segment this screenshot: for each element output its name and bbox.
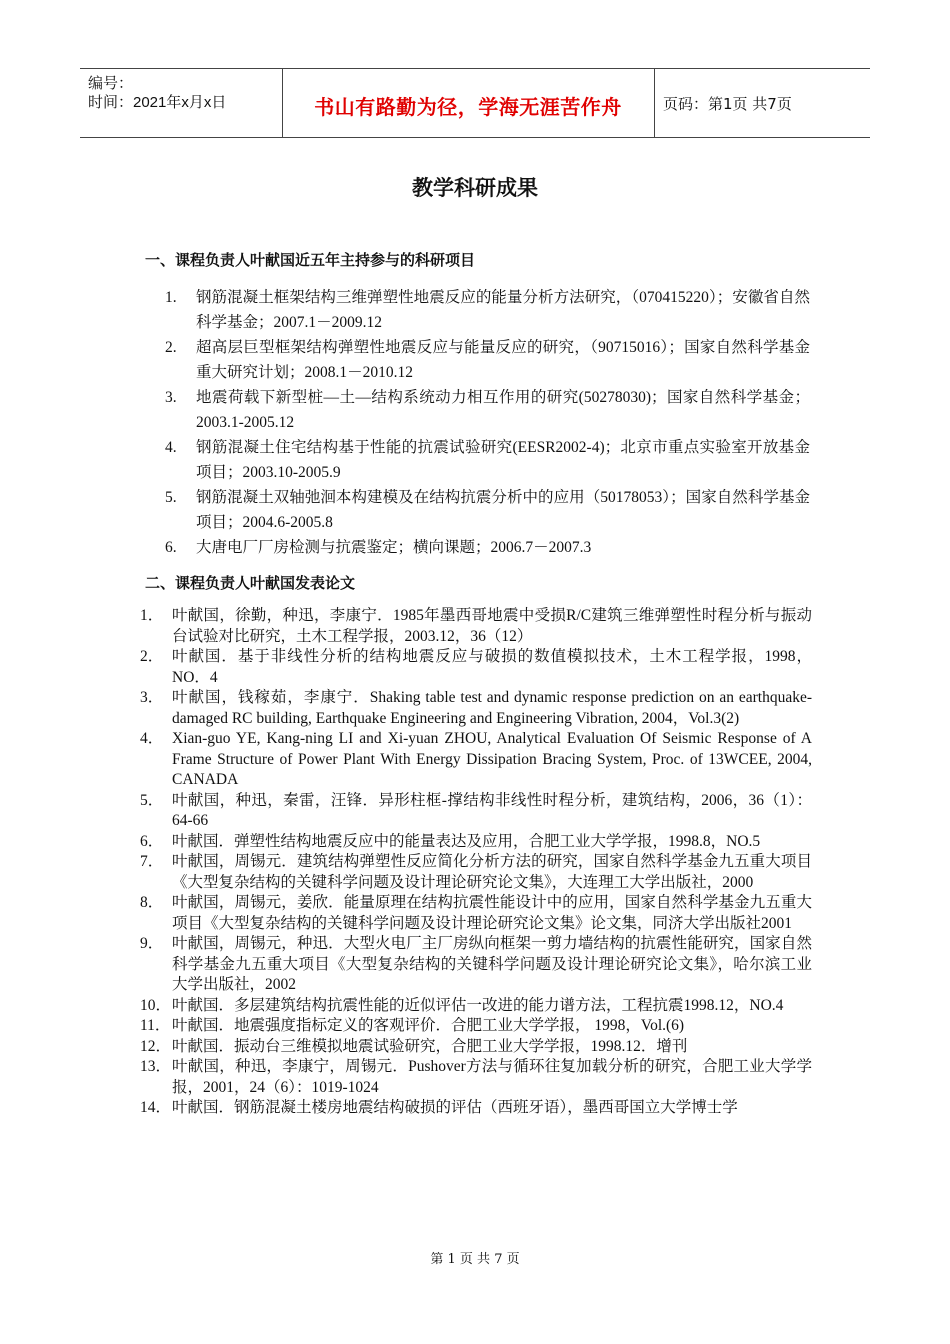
item-number: 12．: [140, 1037, 172, 1055]
item-text: 叶献国，周锡元，姜欣．能量原理在结构抗震性能设计中的应用，国家自然科学基金九五重大项目《大型复杂结构的关键科学问题及设计理论研究论文集》论文集，同济大学出版社2001: [172, 894, 812, 932]
list-item: [140, 1016, 812, 1037]
list-item: [140, 647, 812, 688]
list-item: [140, 1037, 812, 1058]
item-number: 6.: [165, 539, 177, 556]
list-item: [140, 832, 812, 853]
item-number: 10．: [140, 996, 172, 1014]
item-text: 叶献国．钢筋混凝土楼房地震结构破损的评估（西班牙语），墨西哥国立大学博士学: [172, 1099, 738, 1116]
list-item: [140, 1098, 812, 1119]
item-number: 13．: [140, 1058, 172, 1075]
item-number: 5.: [165, 489, 177, 506]
item-text: 叶献国．振动台三维模拟地震试验研究，合肥工业大学学报，1998.12．增刊: [172, 1037, 688, 1055]
item-number: 9．: [140, 935, 164, 952]
item-text: 地震荷载下新型桩—土—结构系统动力相互作用的研究(50278030)；国家自然科学基金；2003.1-2005.12: [196, 389, 810, 431]
list-item: [140, 791, 812, 832]
item-text: 超高层巨型框架结构弹塑性地震反应与能量反应的研究，（90715016）；国家自然科学基金重大研究计划；2008.1－2010.12: [196, 339, 810, 381]
item-number: 5．: [140, 791, 164, 809]
item-number: 4.: [165, 439, 177, 456]
list-item: [140, 729, 812, 791]
item-text: Xian-guo YE, Kang-ning LI and Xi-yuan ZHOU, Analytical Evaluation Of Seismic Response of A Frame Structure of Power Plant With Energy Dissipation Bracing System, Proc. of 13WCEE, 2004, CANADA: [172, 730, 812, 788]
item-number: 3.: [165, 389, 177, 406]
header-right-cell: [655, 69, 870, 137]
item-text: 叶献国．基于非线性分析的结构地震反应与破损的数值模拟技术，土木工程学报，1998，NO．4: [172, 648, 812, 686]
item-number: 2.: [165, 339, 177, 356]
list-item: [140, 996, 812, 1017]
item-text: 叶献国．弹塑性结构地震反应中的能量表达及应用，合肥工业大学学报，1998.8，NO.5: [172, 832, 761, 850]
item-text: 叶献国，钱稼茹，李康宁．Shaking table test and dynamic response prediction on an earthquake-damaged RC building, Earthquake Engineering and Engineering Vibration, 2004，Vol.3(2): [172, 689, 812, 727]
item-text: 大唐电厂厂房检测与抗震鉴定；横向课题；2006.7－2007.3: [196, 539, 592, 556]
date-label: 时间：2021年x月x日: [88, 94, 227, 111]
item-text: 叶献国．多层建筑结构抗震性能的近似评估一改进的能力谱方法，工程抗震1998.12，NO.4: [172, 996, 784, 1014]
item-number: 1．: [140, 607, 164, 624]
list-item: [140, 688, 812, 729]
projects-list: [165, 285, 810, 560]
item-text: 钢筋混凝土双轴弛洄本构建模及在结构抗震分析中的应用（50178053）；国家自然科学基金项目；2004.6-2005.8: [196, 489, 810, 531]
header-table: [80, 68, 870, 138]
motto: 书山有路勤为径，学海无涯苦作舟: [314, 95, 622, 119]
item-text: 钢筋混凝土框架结构三维弹塑性地震反应的能量分析方法研究，（070415220）；安徽省自然科学基金；2007.1－2009.12: [196, 289, 810, 331]
item-text: 叶献国．地震强度指标定义的客观评价．合肥工业大学学报， 1998，Vol.(6): [172, 1017, 685, 1034]
list-item: [140, 1057, 812, 1098]
page-title: 教学科研成果: [412, 176, 538, 200]
number-label: 编号：: [88, 75, 134, 92]
item-number: 3．: [140, 689, 164, 706]
item-text: 叶献国，徐勤，种迅，李康宁．1985年墨西哥地震中受损R/C建筑三维弹塑性时程分析与振动台试验对比研究，土木工程学报，2003.12，36（12）: [172, 607, 812, 645]
item-number: 1.: [165, 289, 177, 306]
list-item: [165, 385, 810, 435]
list-item: [165, 285, 810, 335]
item-number: 2．: [140, 648, 164, 665]
item-text: 叶献国，种迅，秦雷，汪锋．异形柱框-撑结构非线性时程分析，建筑结构，2006，36（1）：64-66: [172, 791, 812, 829]
header-mid-cell: [282, 69, 655, 137]
list-item: [165, 335, 810, 385]
list-item: [140, 893, 812, 934]
list-item: [140, 852, 812, 893]
item-text: 叶献国，种迅，李康宁，周锡元．Pushover方法与循环往复加载分析的研究，合肥工业大学学报，2001，24（6）：1019-1024: [172, 1058, 812, 1096]
list-item: [165, 435, 810, 485]
item-number: 7．: [140, 853, 164, 870]
item-number: 4．: [140, 730, 164, 747]
item-text: 叶献国，周锡元，种迅．大型火电厂主厂房纵向框架一剪力墙结构的抗震性能研究，国家自然科学基金九五重大项目《大型复杂结构的关键科学问题及设计理论研究论文集》，哈尔滨工业大学出版社，2002: [172, 935, 812, 993]
papers-list: [140, 606, 812, 1119]
list-item: [140, 934, 812, 996]
section-heading-projects: 一、课程负责人叶献国近五年主持参与的科研项目: [145, 251, 476, 269]
list-item: [165, 535, 810, 560]
item-number: 14．: [140, 1099, 172, 1116]
item-number: 11．: [140, 1017, 171, 1034]
list-item: [165, 485, 810, 535]
item-number: 6．: [140, 832, 164, 850]
page-info: 页码：第1页 共7页: [663, 95, 792, 113]
item-text: 钢筋混凝土住宅结构基于性能的抗震试验研究(EESR2002-4)；北京市重点实验室开放基金项目；2003.10-2005.9: [196, 439, 810, 481]
section-heading-papers: 二、课程负责人叶献国发表论文: [145, 574, 356, 592]
header-left-cell: [80, 69, 283, 137]
item-text: 叶献国，周锡元．建筑结构弹塑性反应简化分析方法的研究，国家自然科学基金九五重大项目《大型复杂结构的关键科学问题及设计理论研究论文集》，大连理工大学出版社，2000: [172, 853, 812, 891]
item-number: 8．: [140, 894, 164, 911]
page-footer: 第 1 页 共 7 页: [430, 1252, 520, 1267]
list-item: [140, 606, 812, 647]
